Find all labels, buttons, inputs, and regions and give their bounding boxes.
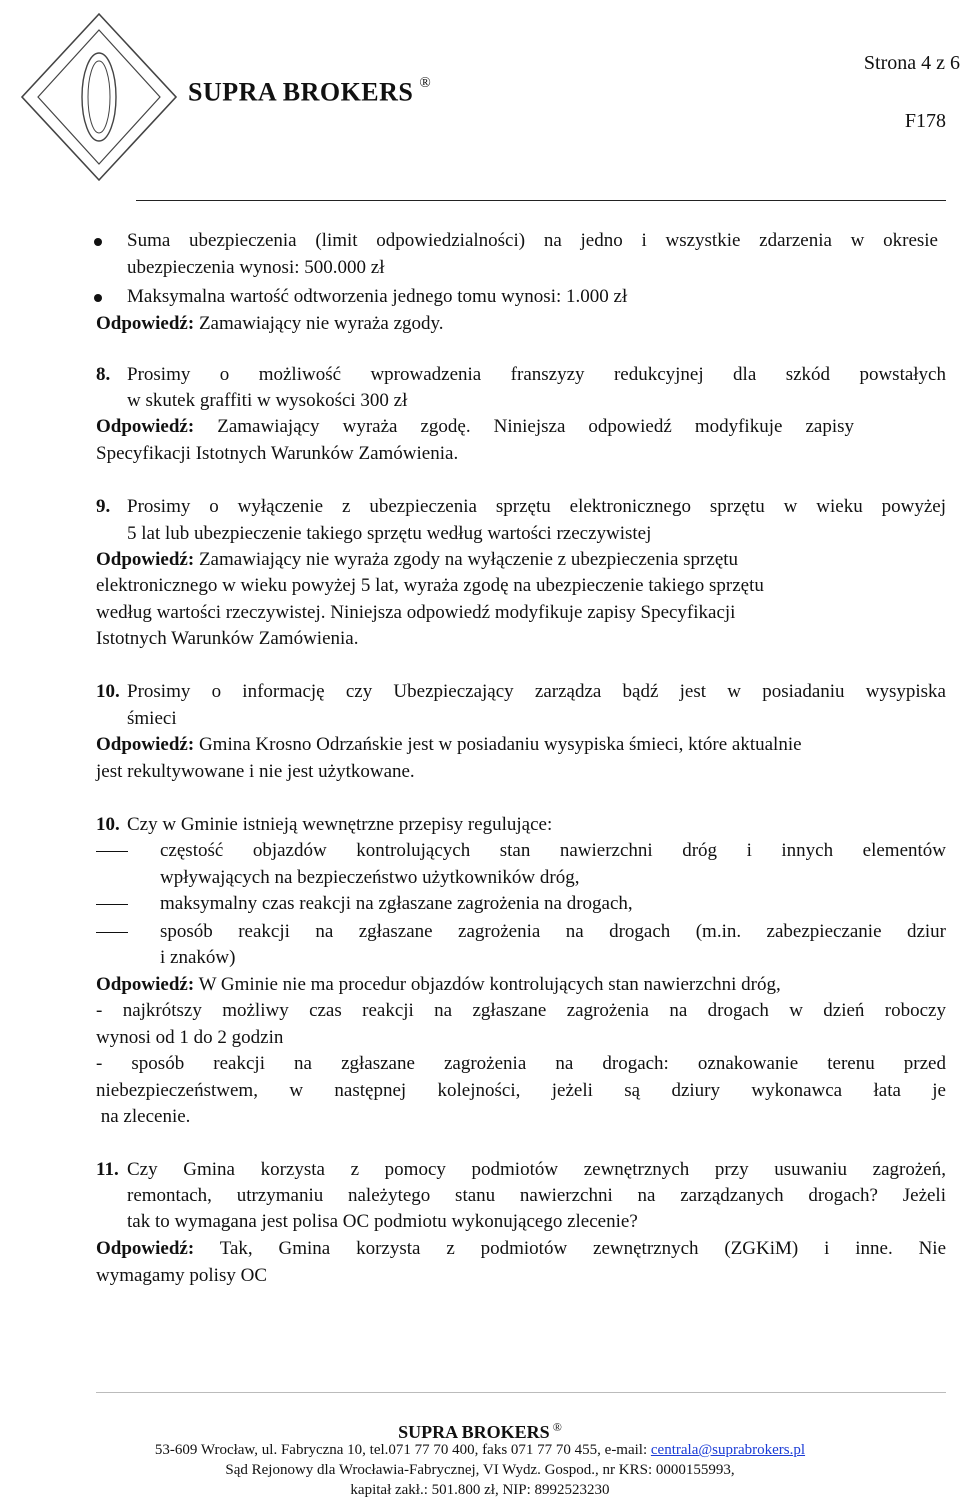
bullet-text: ubezpieczenia wynosi: 500.000 zł (127, 257, 385, 278)
question-text: Prosimy o informację czy Ubezpieczający zarządza bądź jest w posiadaniu wysypiska (127, 681, 946, 702)
answer-text: - sposób reakcji na zgłaszane zagrożenia na drogach: oznakowanie terenu przed (96, 1053, 946, 1074)
answer-9 (96, 547, 738, 573)
answer-text: Zamawiający nie wyraża zgody na wyłączenie z ubezpieczenia sprzętu (194, 549, 739, 570)
answer-text: wynosi od 1 do 2 godzin (96, 1027, 284, 1048)
header-brand (188, 74, 431, 106)
answer-text: na zlecenie. (96, 1106, 191, 1127)
footer-address-text: 53-609 Wrocław, ul. Fabryczna 10, tel.071 77 70 400, faks 071 77 70 455, e-mail: (154, 1442, 651, 1458)
dash-marker (96, 851, 128, 852)
answer-text: elektronicznego w wieku powyżej 5 lat, wyraża zgodę na ubezpieczenie takiego sprzętu (96, 575, 764, 596)
question-text: 5 lat lub ubezpieczenie takiego sprzętu według wartości rzeczywistej (127, 523, 652, 544)
answer-text: Zamawiający wyraża zgodę. Niniejsza odpowiedź modyfikuje zapisy (194, 416, 854, 437)
answer-text: Zamawiający nie wyraża zgody. (194, 313, 444, 334)
answer-label: Odpowiedź: (96, 549, 195, 570)
answer-11 (96, 1236, 946, 1262)
registered-mark: ® (419, 75, 432, 91)
answer-text: niebezpieczeństwem, w następnej kolejności, jeżeli są dziury wykonawca łata je (96, 1080, 946, 1101)
answer-text: według wartości rzeczywistej. Niniejsza odpowiedź modyfikuje zapisy Specyfikacji (96, 602, 736, 623)
footer-address (0, 1440, 960, 1460)
dash-marker (96, 904, 128, 905)
list-item: i znaków) (160, 947, 236, 968)
page-number: Strona 4 z 6 (863, 52, 960, 74)
question-text: śmieci (127, 708, 177, 729)
answer-label: Odpowiedź: (96, 734, 195, 755)
answer-7 (96, 311, 444, 337)
dash-marker (96, 932, 128, 933)
answer-10a (96, 732, 802, 758)
list-item: sposób reakcji na zgłaszane zagrożenia na drogach (m.in. zabezpieczanie dziur (160, 921, 946, 942)
header-divider (136, 200, 946, 201)
answer-label: Odpowiedź: (96, 1238, 195, 1259)
question-text: remontach, utrzymaniu należytego stanu nawierzchni na zarządzanych drogach? Jeżeli (127, 1185, 946, 1206)
answer-text: Specyfikacji Istotnych Warunków Zamówienia. (96, 443, 459, 464)
answer-text: Istotnych Warunków Zamówienia. (96, 628, 359, 649)
form-code: F178 (904, 110, 946, 132)
question-number: 10. (96, 814, 120, 835)
answer-10b (96, 972, 781, 998)
list-item: częstość objazdów kontrolujących stan nawierzchni dróg i innych elementów (160, 840, 946, 861)
question-text: tak to wymagana jest polisa OC podmiotu wykonującego zlecenie? (127, 1211, 638, 1232)
question-text: Prosimy o możliwość wprowadzenia franszyzy redukcyjnej dla szkód powstałych (127, 364, 946, 385)
answer-8 (96, 414, 854, 440)
bullet-text: Maksymalna wartość odtworzenia jednego tomu wynosi: 1.000 zł (127, 286, 628, 307)
answer-text: Tak, Gmina korzysta z podmiotów zewnętrznych (ZGKiM) i inne. Nie (194, 1238, 946, 1259)
bullet-text: Suma ubezpieczenia (limit odpowiedzialności) na jedno i wszystkie zdarzenia w okresie (127, 230, 938, 251)
diamond-logo-icon (14, 8, 184, 186)
question-number: 10. (96, 681, 120, 702)
answer-text: wymagamy polisy OC (96, 1265, 267, 1286)
email-link[interactable]: centrala@suprabrokers.pl (650, 1442, 806, 1458)
list-item: maksymalny czas reakcji na zgłaszane zagrożenia na drogach, (160, 893, 633, 914)
footer-court: Sąd Rejonowy dla Wrocławia-Fabrycznej, VI Wydz. Gospod., nr KRS: 0000155993, (225, 1462, 735, 1478)
question-number: 9. (96, 496, 111, 517)
footer-brand-name: SUPRA BROKERS (398, 1422, 550, 1442)
question-number: 11. (96, 1159, 119, 1180)
registered-mark: ® (552, 1420, 562, 1434)
question-text: Czy w Gminie istnieją wewnętrzne przepisy regulujące: (127, 814, 553, 835)
answer-text: Gmina Krosno Odrzańskie jest w posiadaniu wysypiska śmieci, które aktualnie (194, 734, 802, 755)
answer-label: Odpowiedź: (96, 974, 195, 995)
brand-name: SUPRA BROKERS (188, 77, 414, 107)
answer-text: W Gminie nie ma procedur objazdów kontrolujących stan nawierzchni dróg, (194, 974, 781, 995)
footer-capital: kapitał zakł.: 501.800 zł, NIP: 8992523230 (350, 1482, 610, 1498)
answer-label: Odpowiedź: (96, 416, 195, 437)
answer-text: jest rekultywowane i nie jest użytkowane. (96, 761, 415, 782)
question-text: Prosimy o wyłączenie z ubezpieczenia sprzętu elektronicznego sprzętu w wieku powyżej (127, 496, 946, 517)
question-text: w skutek graffiti w wysokości 300 zł (127, 390, 408, 411)
list-item: wpływających na bezpieczeństwo użytkowników dróg, (160, 867, 580, 888)
question-number: 8. (96, 364, 111, 385)
answer-label: Odpowiedź: (96, 313, 195, 334)
answer-text: - najkrótszy możliwy czas reakcji na zgłaszane zagrożenia na drogach w dzień roboczy (96, 1000, 946, 1021)
footer-divider (96, 1392, 946, 1393)
question-text: Czy Gmina korzysta z pomocy podmiotów zewnętrznych przy usuwaniu zagrożeń, (127, 1159, 946, 1180)
company-logo (14, 8, 184, 194)
